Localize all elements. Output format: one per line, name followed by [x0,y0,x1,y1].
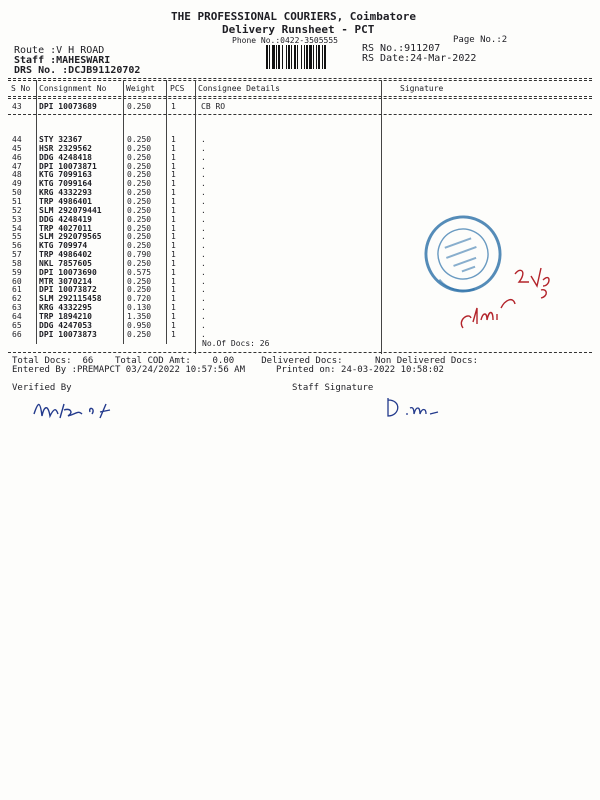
cell-weight: 0.250 [127,258,152,268]
cell-pcs: 1 [171,294,176,304]
column-rule [195,80,196,354]
cell-consignee-mark: . [201,196,206,206]
route-field: Route :V H ROAD [14,45,105,56]
cell-cons: TRP 4986402 [39,250,92,260]
cell-sno: 54 [12,223,22,233]
cell-weight: 0.790 [127,250,152,260]
cell-sno: 51 [12,196,22,206]
cell-cons: KRG 4332295 [39,303,92,313]
company-title: THE PROFESSIONAL COURIERS, Coimbatore [171,10,417,23]
docs-count: No.Of Docs: 26 [202,339,270,348]
cell-pcs: 1 [171,188,176,198]
barcode-bar [309,45,312,69]
barcode-bar [313,45,314,69]
cell-consignee-mark: . [201,214,206,224]
divider [8,352,592,353]
rs-date: RS Date:24-Mar-2022 [362,53,477,64]
cell-pcs: 1 [171,232,176,242]
cell-pcs: 1 [171,205,176,215]
col-header-pcs: PCS [170,84,185,93]
cell-sno: 57 [12,250,22,260]
barcode-bar [304,45,305,69]
cell-consignee-mark: . [201,223,206,233]
cell-pcs: 1 [171,170,176,180]
cell-cons: DPI 10073872 [39,285,97,295]
cell-cons: KRG 4332293 [39,188,92,198]
barcode-bar [291,45,292,69]
barcode-bar [297,45,298,69]
cell-sno: 52 [12,205,22,215]
cell-weight: 0.575 [127,267,152,277]
cell-cons: NKL 7857605 [39,258,92,268]
cell-weight: 0.250 [127,232,152,242]
cell-cons: MTR 3070214 [39,276,92,286]
barcode-bar [278,45,280,69]
cell-consignee-mark: . [201,135,206,144]
cell-consignee-mark: . [201,188,206,198]
cell-sno: 66 [12,329,22,339]
barcode-bar [306,45,308,69]
cell-cons: SLM 292079441 [39,205,102,215]
cell-consignee-mark: . [201,329,206,339]
cell-sno: 63 [12,303,22,313]
cell-sno: 49 [12,179,22,189]
cell-sno: 55 [12,232,22,242]
barcode [266,45,356,69]
verifier-signature [30,394,140,424]
cell-cons: TRP 4027011 [39,223,92,233]
barcode-bar [272,45,275,69]
staff-signature [380,394,440,424]
cell-weight: 0.250 [127,196,152,206]
totals-line: Total Docs: 66 Total COD Amt: 0.00 Delivered Docs: Non Delivered Docs: [12,356,478,366]
cell-cons: DDG 4248418 [39,152,92,162]
cell-weight: 0.720 [127,294,152,304]
cell-weight: 0.250 [127,329,152,339]
cell-consignee-mark: . [201,161,206,171]
col-header-consignment: Consignment No [39,84,107,93]
cell-cons: HSR 2329562 [39,143,92,153]
cell-sno: 46 [12,152,22,162]
cell-cons: TRP 1894210 [39,312,92,321]
column-rule [166,80,167,344]
cell-cons: SLM 292115458 [39,294,102,304]
cell-cons: DPI 10073871 [39,161,97,171]
cell-sno: 61 [12,285,22,295]
cell-sno: 60 [12,276,22,286]
cell-weight: 0.250 [127,276,152,286]
cell-weight: 0.250 [127,152,152,162]
cell-pcs: 1 [171,143,176,153]
col-header-signature: Signature [400,84,444,93]
cell-pcs: 1 [171,241,176,251]
cell-consignee-mark: . [201,320,206,330]
column-rule [381,80,382,354]
cell-consignee-mark: . [201,152,206,162]
barcode-bar [324,45,326,69]
cell-weight: 0.250 [127,223,152,233]
cell-pcs: 1 [171,223,176,233]
barcode-bar [269,45,270,69]
barcode-bar [318,45,320,69]
barcode-bar [266,45,268,69]
barcode-bar [322,45,323,69]
cell-weight: 0.250 [127,285,152,295]
barcode-bar [286,45,287,69]
column-rule [36,80,37,344]
cell-cons: DDG 4248419 [39,214,92,224]
cell-pcs: 1 [171,312,176,321]
barcode-bar [282,45,283,69]
cell-consignee-mark: . [201,276,206,286]
cell-consignee-mark: . [201,312,206,321]
cell-cons: STY 32367 [39,135,83,144]
cell-pcs: 1 [171,179,176,189]
staff-signature-label: Staff Signature [292,383,374,393]
verified-by-label: Verified By [12,383,72,393]
cell-pcs: 1 [171,250,176,260]
cell-consignee-mark: . [201,250,206,260]
cell-pcs: 1 [171,303,176,313]
cell-cons: KTG 7099164 [39,179,92,189]
red-handwriting [455,262,555,337]
cell-sno: 44 [12,135,22,144]
cell-consignee-mark: . [201,232,206,242]
drs-number: DRS No. :DCJB91120702 [14,65,141,76]
cell-sno: 47 [12,161,22,171]
cell-consignee-mark: . [201,258,206,268]
cell-consignee-mark: . [201,170,206,180]
divider [8,98,592,99]
cell-sno: 59 [12,267,22,277]
cell-sno: 53 [12,214,22,224]
barcode-bar [288,45,290,69]
cell-consignment: DPI 10073689 [39,102,97,111]
cell-pcs: 1 [171,285,176,295]
cell-consignee-mark: . [201,205,206,215]
cell-cons: DPI 10073690 [39,267,97,277]
cell-weight: 0.950 [127,320,152,330]
cell-cons: SLM 292079565 [39,232,102,242]
cell-cons: KTG 7099163 [39,170,92,180]
cell-consignee-mark: . [201,241,206,251]
entered-by: Entered By :PREMAPCT 03/24/2022 10:57:56 AM [12,365,245,375]
cell-consignee-mark: . [201,285,206,295]
cell-weight: 1.350 [127,312,152,321]
cell-weight: 0.250 [127,170,152,180]
cell-pcs: 1 [171,214,176,224]
cell-pcs: 1 [171,161,176,171]
divider [8,114,592,115]
col-header-consignee: Consignee Details [198,84,280,93]
cell-cons: DPI 10073873 [39,329,97,339]
cell-pcs: 1 [171,258,176,268]
runsheet-title: Delivery Runsheet - PCT [222,23,375,36]
barcode-bar [294,45,296,69]
cell-consignee: CB RO [201,102,226,111]
divider [8,80,592,81]
divider [8,78,592,79]
cell-pcs: 1 [171,152,176,162]
barcode-bar [301,45,302,69]
cell-consignee-mark: . [201,294,206,304]
cell-weight: 0.250 [127,135,152,144]
cell-weight: 0.250 [127,214,152,224]
cell-sno: 43 [12,102,22,111]
barcode-bar [316,45,317,69]
cell-weight: 0.250 [127,143,152,153]
cell-pcs: 1 [171,102,176,111]
cell-pcs: 1 [171,196,176,206]
cell-weight: 0.250 [127,102,152,111]
cell-sno: 62 [12,294,22,304]
cell-pcs: 1 [171,329,176,339]
cell-sno: 48 [12,170,22,180]
cell-sno: 64 [12,312,22,321]
column-rule [123,80,124,344]
cell-consignee-mark: . [201,267,206,277]
page-number: Page No.:2 [453,35,508,45]
cell-cons: DDG 4247053 [39,320,92,330]
cell-pcs: 1 [171,267,176,277]
cell-sno: 45 [12,143,22,153]
cell-consignee-mark: . [201,179,206,189]
divider [8,96,592,97]
cell-cons: TRP 4986401 [39,196,92,206]
cell-pcs: 1 [171,135,176,144]
cell-weight: 0.250 [127,241,152,251]
cell-sno: 65 [12,320,22,330]
printed-on: Printed on: 24-03-2022 10:58:02 [276,365,444,375]
cell-pcs: 1 [171,276,176,286]
cell-weight: 0.130 [127,303,152,313]
cell-consignee-mark: . [201,303,206,313]
cell-weight: 0.250 [127,205,152,215]
rs-number: RS No.:911207 [362,43,441,54]
col-header-weight: Weight [126,84,155,93]
cell-weight: 0.250 [127,188,152,198]
phone-number: Phone No.:0422-3505555 [232,36,338,45]
cell-pcs: 1 [171,320,176,330]
cell-consignee-mark: . [201,143,206,153]
cell-weight: 0.250 [127,161,152,171]
barcode-bar [276,45,277,69]
col-header-sno: S No [11,84,31,93]
cell-cons: KTG 709974 [39,241,88,251]
cell-weight: 0.250 [127,179,152,189]
cell-sno: 58 [12,258,22,268]
cell-sno: 50 [12,188,22,198]
staff-field: Staff :MAHESWARI [14,55,111,66]
cell-sno: 56 [12,241,22,251]
